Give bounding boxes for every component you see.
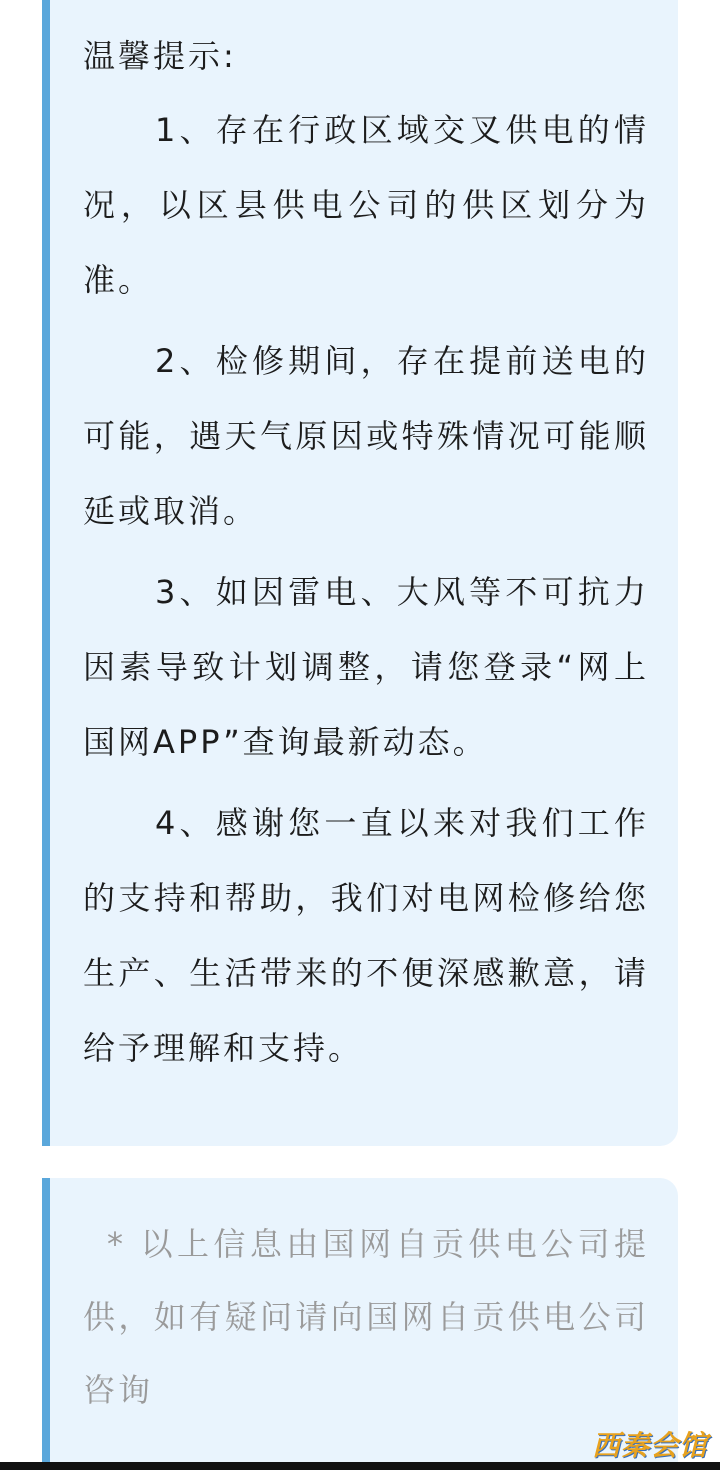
navigation-bar — [0, 1462, 720, 1470]
tip-item-1: 1、存在行政区域交叉供电的情况，以区县供电公司的供区划分为准。 — [83, 111, 649, 299]
tip-item-3: 3、如因雷电、大风等不可抗力因素导致计划调整，请您登录“网上国网APP”查询最新动态。 — [83, 573, 649, 761]
tips-title: 温馨提示: — [83, 37, 237, 75]
tip-item-4: 4、感谢您一直以来对我们工作的支持和帮助，我们对电网检修给您生产、生活带来的不便深感歉意，请给予理解和支持。 — [83, 804, 649, 1067]
source-note-text: * 以上信息由国网自贡供电公司提供，如有疑问请向国网自贡供电公司咨询 — [83, 1225, 649, 1409]
tip-item-2: 2、检修期间，存在提前送电的可能，遇天气原因或特殊情况可能顺延或取消。 — [83, 342, 649, 530]
source-note-card — [42, 1178, 678, 1463]
watermark-logo: 西秦会馆 — [591, 1429, 708, 1462]
tips-card — [42, 0, 678, 1146]
